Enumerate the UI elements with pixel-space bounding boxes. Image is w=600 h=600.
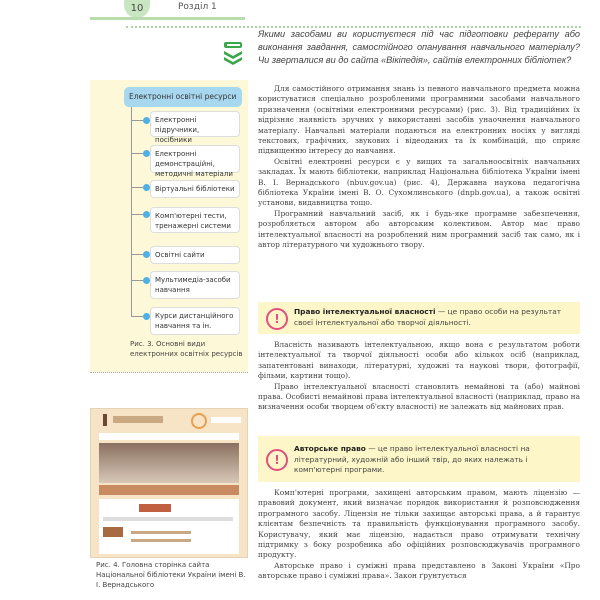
site-thumb <box>103 527 123 537</box>
hero-strip <box>99 485 239 495</box>
paragraph: Власність називають інтелектуальною, якщо вона є результатом роботи інтелектуальної та творчої діяльності особи або кількох осіб (наприклад, запатентовані винаходи, літературні, художні та наукові твори, фотографії, фільми, картини тощо). <box>258 340 580 381</box>
exclamation-icon: ! <box>266 449 288 471</box>
books-icon <box>222 40 244 66</box>
bullet-dot <box>143 313 150 320</box>
definition-text: — це право особи на результат своєї інтелектуальної або творчої діяльності. <box>294 307 562 327</box>
logo-icon <box>103 414 107 426</box>
question-text: Якими засобами ви користуєтеся під час підготовки реферату або виконання завдання, самостійного опанування навчального матеріалу? Чи зверталися ви до сайта «Вікіпедія», сайтів електронних бібліотек? <box>258 29 580 65</box>
paragraph: Освітні електронні ресурси є у вищих та загальноосвітніх навчальних закладах. Їх мають бібліотеки, наприклад Національна бібліотека України імені В. І. Вернадського (nbuv.gov.ua) (рис. 4), Державна наукова педагогічна бібліотека України імені В. О. Сухомлинського (dnpb.gov.ua), а також освітні установи, видавництва тощо. <box>258 156 580 208</box>
site-title-block <box>113 416 163 423</box>
site-button <box>139 504 171 512</box>
definition-term: Право інтелектуальної власності <box>294 307 436 316</box>
resource-item: Курси дистанційного навчання та ін. <box>150 307 240 335</box>
bullet-dot <box>143 251 150 258</box>
search-box <box>211 417 241 423</box>
paragraph: Право інтелектуальної власності становлять немайнові та (або) майнові права. Особисті немайнові права інтелектуальної власності (наприклад, право на визначення особи творцем об'єкту власності) не залежать від майнових прав. <box>258 381 580 412</box>
resource-item: Комп'ютерні тести, тренажерні системи <box>150 207 240 233</box>
diagram-title: Електронні освітні ресурси <box>124 87 242 107</box>
resource-item: Електронні підручники, посібники <box>150 111 240 137</box>
bullet-dot <box>143 184 150 191</box>
resource-item: Віртуальні бібліотеки <box>150 180 240 198</box>
site-nav <box>99 433 239 440</box>
figure-3-caption: Рис. 3. Основні види електронних освітніх ресурсів <box>130 340 243 358</box>
panel-divider <box>90 372 248 373</box>
bullet-dot <box>143 117 150 124</box>
header-rule <box>90 17 245 20</box>
definition-callout-copyright <box>258 436 580 482</box>
definition-callout-ip <box>258 302 580 334</box>
paragraph: Комп'ютерні програми, захищені авторським правом, мають ліцензію — правовий документ, який визначає порядок використання й розповсюдження програмного засобу. Ліцензія не тільки захищає авторські права, а й гарантує клієнтам безпечність та правильність функціонування програмного засобу. Користувачу, який має ліцензію, надається право отримувати технічну підтримку з боку розробника або офіційних розповсюджувачів програмного продукту. <box>258 488 580 560</box>
library-website-screenshot <box>90 408 248 558</box>
site-line <box>131 531 191 534</box>
definition-text: — це право інтелектуальної власності на літературний, художній або інший твір, до яких належать і комп'ютерні програми. <box>294 444 530 474</box>
figure-4-caption: Рис. 4. Головна сторінка сайта Національної бібліотеки України імені В. І. Вернадського <box>96 561 246 589</box>
hero-image <box>99 443 239 483</box>
page-number: 10 <box>124 0 150 18</box>
body-text-1 <box>258 84 580 251</box>
resource-item: Електронні демонстраційні, методичні матеріали <box>150 145 240 173</box>
body-text-2 <box>258 340 580 413</box>
emblem-icon <box>191 413 207 429</box>
body-text-3 <box>258 488 580 582</box>
paragraph: Авторське право і суміжні права представлено в Законі України «Про авторське право і суміжні права». Закон ґрунтується <box>258 560 580 581</box>
exclamation-icon: ! <box>266 308 288 330</box>
definition-term: Авторське право <box>294 444 366 453</box>
site-line <box>131 539 191 542</box>
site-searchbar <box>103 517 233 521</box>
bullet-dot <box>143 150 150 157</box>
tree-line <box>131 107 132 317</box>
section-label: Розділ 1 <box>178 2 217 12</box>
paragraph: Програмний навчальний засіб, як і будь-яке програмне забезпечення, розробляється автором або авторським колективом. Автор має право інтелектуальної власності на розроблений ним програмний засіб так само, як і автор літературного чи художнього твору. <box>258 208 580 250</box>
resource-item: Мультимедіа-засоби навчання <box>150 271 240 299</box>
bullet-dot <box>143 277 150 284</box>
resource-item: Освітні сайти <box>150 246 240 264</box>
bullet-dot <box>143 211 150 218</box>
paragraph: Для самостійного отримання знань із певного навчального предмета можна користуватися спеціально розробленими програмними засобами навчального призначення (освітніми електронними ресурсами) (рис. 3). Від традиційних їх відрізняє наявність зручних у використанні засобів унаочнення навчального матеріалу. Навчальні матеріали подаються на електронних носіях у вигляді текстових, графічних, звукових і відеоданих та їх комбінацій, що сприяє підвищенню інтересу до навчання. <box>258 84 580 156</box>
